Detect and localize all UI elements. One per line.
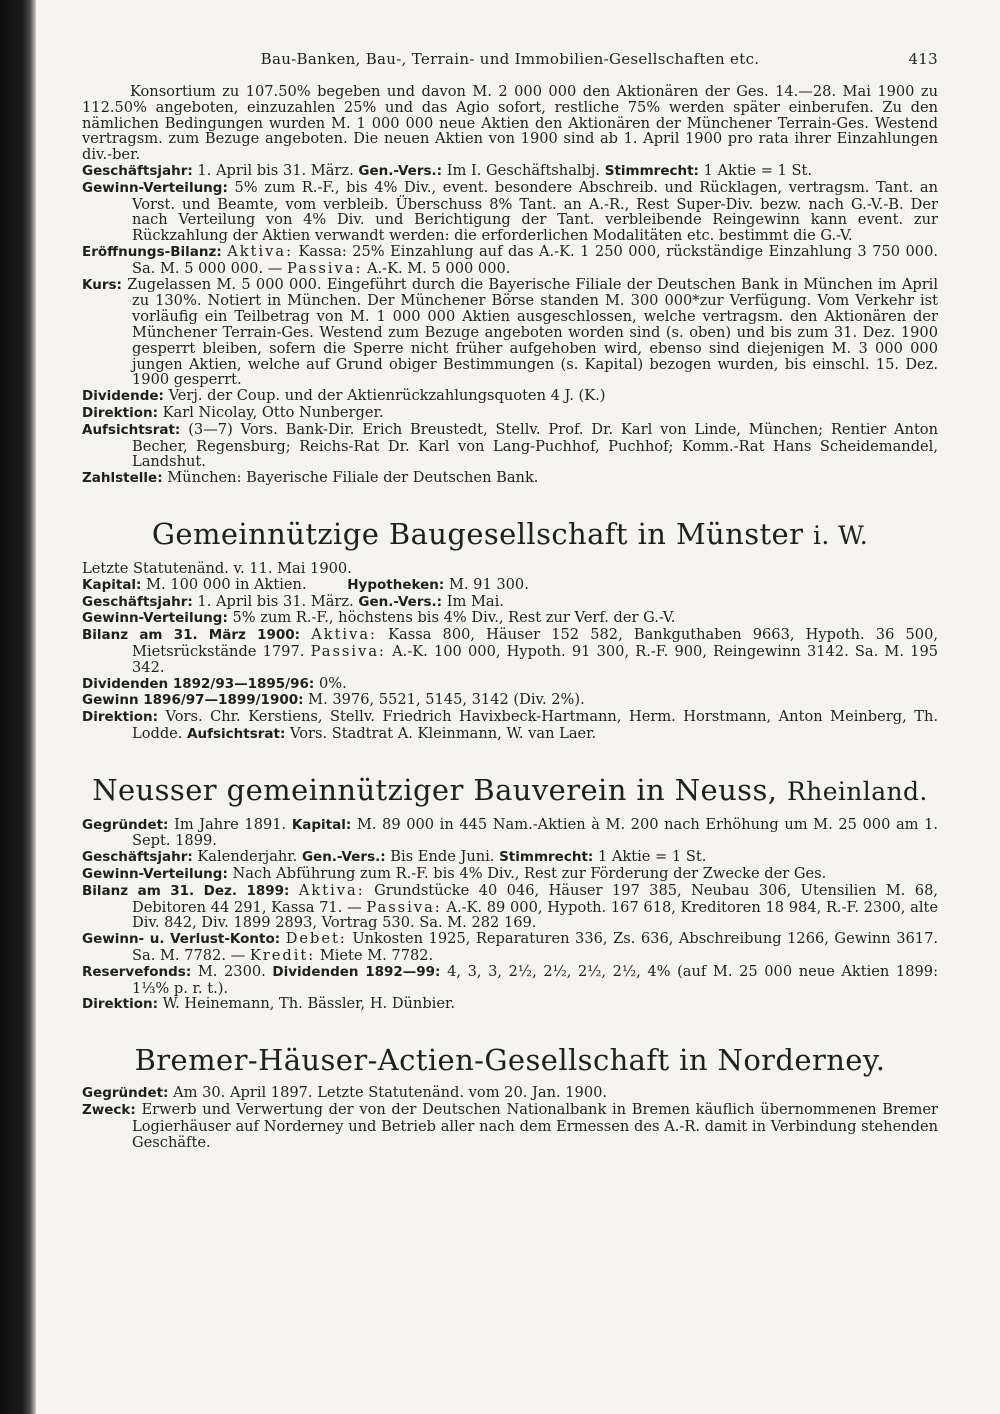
entry-title: Bremer-Häuser-Actien-Gesellschaft in Norderney. [134,1043,886,1078]
entry-location: i. W. [812,520,869,550]
paying-agent-value: München: Bayerische Filiale der Deutschen Bank. [167,469,539,487]
purpose-label: Zweck: [82,1102,136,1119]
management-value: W. Heinemann, Th. Bässler, H. Dünbier. [162,995,455,1013]
balance-aktiva: Aktiva: [298,881,365,899]
profit-loss-kredit: Kredit: [249,947,316,965]
profit-distribution-value: 5% zum R.-F., höchstens bis 4% Div., Rest zur Verf. der G.-V. [232,609,676,627]
fiscal-year-line [82,849,938,866]
entry-title: Gemeinnützige Baugesellschaft in Münster [151,516,804,551]
entry-neuss [82,773,938,1014]
opening-balance-aktiva-text: Kassa: 25% Einzahlung auf das A.-K. 1 250 000, rückständige Einzahlung 3 750 000. Sa. M. 5 000 000. — [132,242,939,277]
profit-distribution-value: Nach Abführung zum R.-F. bis 4% Div., Rest zur Förderung der Zwecke der Ges. [232,865,827,883]
profit-loss-label: Gewinn- u. Verlust-Konto: [82,931,281,948]
management-label: Direktion: [82,709,158,726]
profit-distribution-label: Gewinn-Verteilung: [82,179,228,196]
entry-heading [82,517,938,553]
capital-line [82,577,938,594]
voting-right-value: 1 Aktie = 1 St. [597,848,707,866]
management [82,405,938,422]
management [82,996,938,1013]
dividends-label: Dividenden 1892—99: [272,963,441,980]
dividends-label: Dividenden 1892/93—1895/96: [82,675,315,692]
balance-passiva: Passiva: [366,898,442,916]
mortgages-value: M. 91 300. [448,575,529,593]
management [82,709,938,743]
balance-sheet [82,627,938,675]
supervisory-board [82,422,938,470]
profit-loss-debet: Debet: [285,930,347,948]
profit-loss-kredit-text: Miete M. 7782. [319,947,434,965]
quotation-label: Kurs: [82,276,122,293]
profit-history-value: M. 3976, 5521, 5145, 3142 (Div. 2%). [308,691,585,709]
profit-distribution [82,180,938,244]
founded-label: Gegründet: [82,816,169,833]
running-head [82,52,938,76]
opening-balance-passiva: Passiva: [286,259,363,277]
voting-right-label: Stimmrecht: [499,849,594,866]
profit-distribution-label: Gewinn-Verteilung: [82,610,228,627]
entry-location: Rheinland. [786,776,928,806]
paying-agent [82,470,938,487]
balance-passiva-text: A.-K. 100 000, Hypoth. 91 300, R.-F. 900, Reingewinn 3142. Sa. M. 195 342. [132,642,939,676]
running-title: Bau-Banken, Bau-, Terrain- und Immobilien-Gesellschaften etc. [260,50,760,68]
founded-value: Am 30. April 1897. Letzte Statutenänd. vom 20. Jan. 1900. [173,1084,608,1102]
profit-history [82,692,938,709]
general-meeting-value: Im Mai. [446,592,504,610]
entry-heading [82,773,938,809]
opening-balance-passiva-text: A.-K. M. 5 000 000. [367,259,511,277]
capital-label: Kapital: [291,816,352,833]
general-meeting-label: Gen.-Vers.: [358,162,443,179]
quotation-value: Zugelassen M. 5 000 000. Eingeführt durch die Bayerische Filiale der Deutschen Bank in München im April zu 130%. Notiert in München. Der Münchener Börse standen M. 300 000*zur Verfügung. Vom Verkehr ist vorläufig ein Teilbetrag von M. 1 000 000 Aktien ausgeschlossen, welche vertragsm. den Aktionären der Münchener Terrain-Ges. Westend zum Bezuge angeboten worden sind (s. oben) und bis zum 31. Dez. 1900 gesperrt bleiben, sofern die Sperre nicht früher aufgehoben wird, ebenso sind diejenigen M. 3 000 000 jungen Aktien, welche auf Grund obiger Bestimmungen (s. Kapital) bezogen wurden, bis einschl. 15. Dez. 1900 gesperrt. [127,275,939,389]
profit-history-label: Gewinn 1896/97—1899/1900: [82,692,304,709]
continuation-text: Konsortium zu 107.50% begeben und davon M. 2 000 000 den Aktionären der Ges. 14.—28. Mai 1900 zu 112.50% angeboten, einzuzahlen 25% und das Agio sofort, restliche 75% werden später einberufen. Zu den nämlichen Bedingungen wurden M. 1 000 000 neue Aktien den Aktionären der Münchener Terrain-Ges. Westend vertragsm. zum Bezuge angeboten. Die neuen Aktien von 1900 sind ab 1. April 1900 pro rata ihrer Einzahlungen div.-ber. [82,83,938,164]
founded-label: Gegründet: [82,1085,169,1102]
fiscal-year-value: Kalenderjahr. [197,848,298,866]
general-meeting-label: Gen.-Vers.: [358,593,443,610]
purpose [82,1102,938,1150]
voting-right-value: 1 Aktie = 1 St. [703,161,812,179]
dividend [82,388,938,405]
fiscal-year-value: 1. April bis 31. März. [197,161,354,179]
dividend-value: Verj. der Coup. und der Aktienrückzahlungsquoten 4 J. (K.) [168,387,606,405]
general-meeting-label: Gen.-Vers.: [301,849,386,866]
quotation [82,277,938,389]
page [82,52,938,1150]
dividends-value: 0%. [318,674,347,692]
entry-heading [82,1043,938,1077]
management-value: Karl Nicolay, Otto Nunberger. [162,403,384,421]
fiscal-year-label: Geschäftsjahr: [82,162,193,179]
balance-aktiva: Aktiva: [311,626,377,644]
entry-norderney [82,1043,938,1150]
page-number: 413 [908,50,938,68]
supervisory-board-label: Aufsichtsrat: [187,725,286,742]
supervisory-board-value: (3—7) Vors. Bank-Dir. Erich Breustedt, Stellv. Prof. Dr. Karl von Linde, München; Rentier Anton Becher, Regensburg; Reichs-Rat Dr. Karl von Lang-Puchhof, Puchhof; Komm.-Rat Hans Scheidemandel, Landshut. [132,420,938,471]
profit-loss-account [82,931,938,964]
capital-label: Kapital: [82,576,142,593]
balance-passiva-text: A.-K. 89 000, Hypoth. 167 618, Kreditoren 18 984, R.-F. 2300, alte Div. 842, Div. 1899 2893, Vortrag 530. Sa. M. 282 169. [132,898,939,932]
founded-line [82,1085,938,1102]
profit-distribution [82,866,938,883]
management-label: Direktion: [82,404,158,421]
fiscal-year-line [82,594,938,611]
profit-distribution-label: Gewinn-Verteilung: [82,866,228,883]
entry-title: Neusser gemeinnütziger Bauverein in Neuss, [92,772,778,807]
dividends-value: 4, 3, 3, 2½, 2½, 2½, 2½, 4% (auf M. 25 000 neue Aktien 1899: 1⅓% p. r. t.). [132,962,938,997]
capital-value: M. 89 000 in 445 Nam.-Aktien à M. 200 nach Erhöhung um M. 25 000 am 1. Sept. 1899. [132,815,939,850]
fiscal-year-line [82,163,938,180]
management-value: Vors. Chr. Kerstiens, Stellv. Friedrich Havixbeck-Hartmann, Herm. Horstmann, Anton Meinberg, Th. Lodde. [132,708,938,742]
mortgages-label: Hypotheken: [347,576,445,593]
balance-sheet-label: Bilanz am 31. März 1900: [82,627,301,644]
statute-change [82,561,938,577]
balance-passiva: Passiva: [310,642,386,660]
balance-sheet [82,883,938,931]
general-meeting-value: Bis Ende Juni. [390,848,495,866]
supervisory-board-label: Aufsichtsrat: [82,421,181,438]
opening-balance [82,244,938,277]
reserve-fund [82,964,938,997]
book-spine-shadow [0,0,36,1414]
profit-distribution [82,610,938,627]
entry-muenster [82,517,938,743]
founded-value: Im Jahre 1891. [174,815,287,833]
entry-continuation [82,84,938,487]
supervisory-board-value: Vors. Stadtrat A. Kleinmann, W. van Laer. [290,724,597,742]
balance-aktiva-text: Grundstücke 40 046, Häuser 197 385, Neubau 306, Utensilien M. 68, Debitoren 44 291, Kassa 71. — [132,881,939,916]
opening-balance-aktiva: Aktiva: [227,242,294,260]
dividend-label: Dividende: [82,388,164,405]
voting-right-label: Stimmrecht: [604,162,699,179]
balance-aktiva-text: Kassa 800, Häuser 152 582, Bankguthaben 9663, Hypoth. 36 500, Mietsrückstände 1797. [132,626,938,660]
statute-change-text: Letzte Statutenänd. v. 11. Mai 1900. [82,559,352,577]
profit-distribution-value: 5% zum R.-F., bis 4% Div., event. besondere Abschreib. und Rücklagen, vertragsm. Tant. an Vorst. und Beamte, vom verbleib. Überschuss 8% Tant. an A.-R., Rest Super-Div. bezw. nach G.-V.-B. Der nach Verteilung von 4% Div. und Berichtigung der Tant. verbleibende Reingewinn kann event. zur Rückzahlung der Aktien verwandt werden: die erforderlichen Modalitäten etc. bestimmt die G.-V. [132,178,938,245]
reserve-fund-value: M. 2300. [197,962,266,980]
profit-loss-debet-text: Unkosten 1925, Reparaturen 336, Zs. 636, Abschreibung 1266, Gewinn 3617. Sa. M. 7782. — [132,930,938,965]
capital-value: M. 100 000 in Aktien. [146,575,307,593]
paying-agent-label: Zahlstelle: [82,470,163,487]
general-meeting-value: Im I. Geschäftshalbj. [446,161,601,179]
dividends [82,676,938,693]
management-label: Direktion: [82,996,158,1013]
balance-sheet-label: Bilanz am 31. Dez. 1899: [82,882,290,899]
fiscal-year-label: Geschäftsjahr: [82,593,193,610]
founded-line [82,817,938,850]
opening-balance-label: Eröffnungs-Bilanz: [82,243,222,260]
reserve-fund-label: Reservefonds: [82,963,192,980]
fiscal-year-label: Geschäftsjahr: [82,849,193,866]
fiscal-year-value: 1. April bis 31. März. [197,592,354,610]
purpose-value: Erwerb und Verwertung der von der Deutschen Nationalbank in Bremen käuflich übernommenen Bremer Logierhäuser auf Norderney und Betrieb aller nach dem Ermessen des A.-R. damit in Verbindung stehenden Geschäfte. [132,1101,938,1151]
